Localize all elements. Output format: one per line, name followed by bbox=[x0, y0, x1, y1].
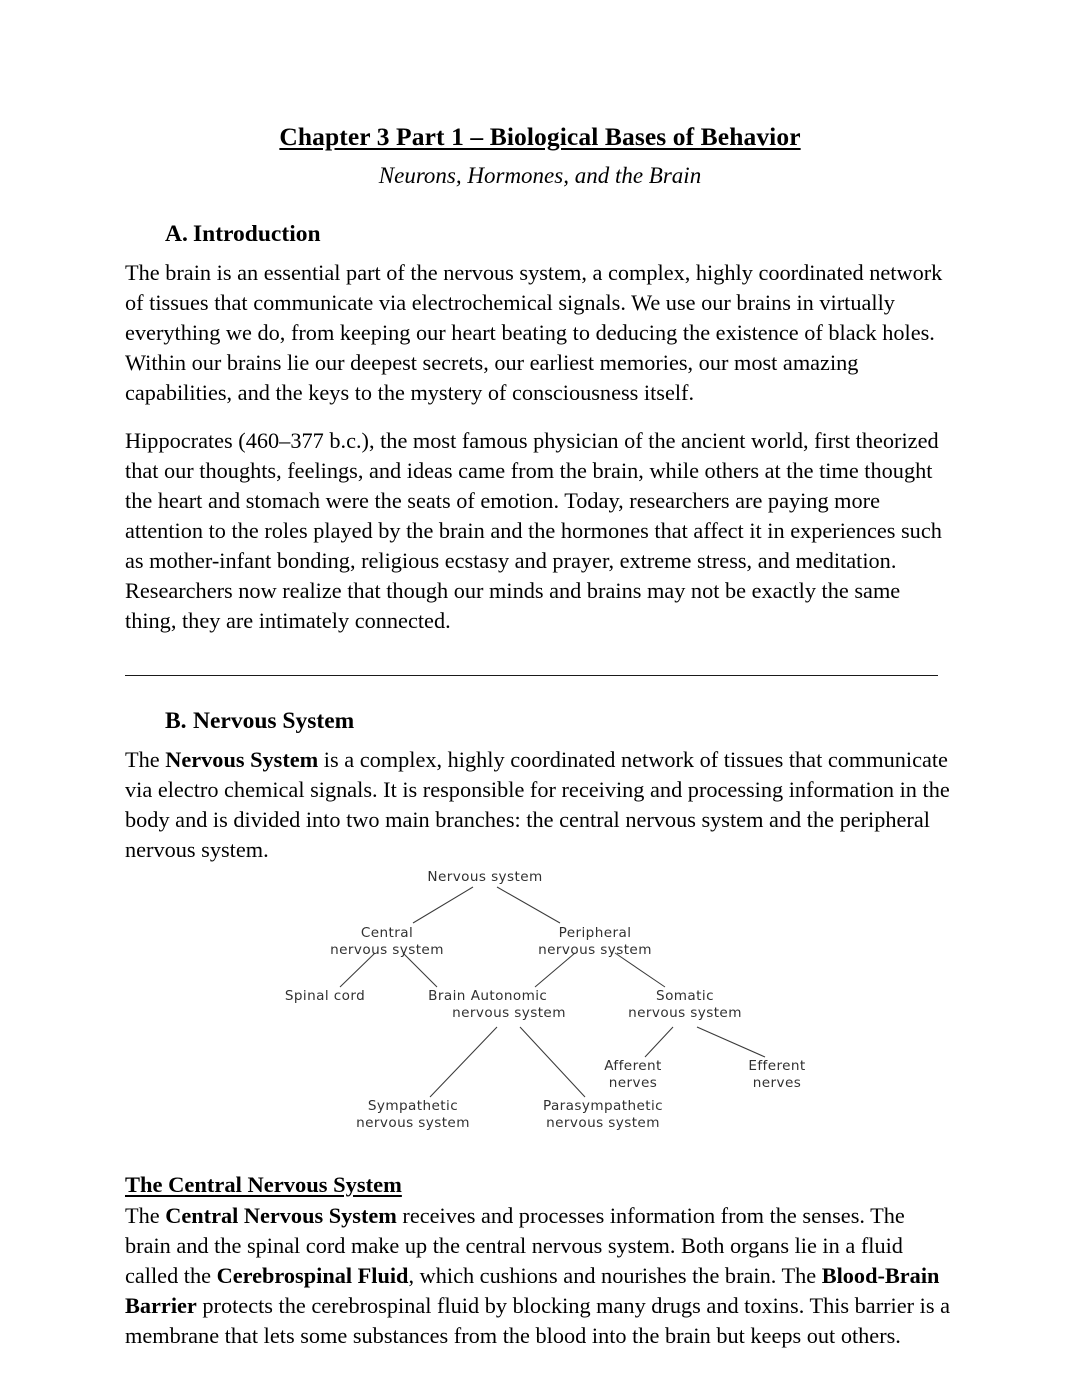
edge-central-to-spinal-cord bbox=[340, 953, 375, 987]
section-label-nervous-system: Nervous System bbox=[193, 708, 355, 735]
diagram-node-parasympathetic-line1: Parasympathetic bbox=[542, 1097, 664, 1114]
cns-bold-term-1: Central Nervous System bbox=[165, 1202, 397, 1228]
nervous-system-diagram bbox=[125, 865, 955, 1147]
section-marker-a: A. bbox=[165, 221, 188, 248]
nervous-system-tree-svg bbox=[125, 865, 955, 1147]
section-heading-nervous-system bbox=[125, 676, 955, 736]
nervous-system-diagram-container bbox=[125, 865, 955, 1153]
page-title-text: Chapter 3 Part 1 – Biological Bases of Behavior bbox=[279, 122, 801, 151]
edge-peripheral-to-somatic bbox=[615, 953, 665, 987]
intro-paragraph-1-text: The brain is an essential part of the nervous system, a complex, highly coordinated network of tissues that communicate via electrochemical signals. We use our brains in virtually everything we do, from keeping our heart beating to deducing the existence of black holes. Within our brains lie our deepest secrets, our earliest memories, our most amazing capabilities, and the keys to the mystery of consciousness itself. bbox=[125, 259, 943, 405]
edge-autonomic-to-sympathetic bbox=[430, 1027, 497, 1097]
cns-text-1: The bbox=[125, 1202, 166, 1228]
diagram-node-central-line1: Central bbox=[360, 924, 414, 941]
edge-somatic-to-afferent bbox=[645, 1027, 673, 1057]
diagram-node-spinal-cord: Spinal cord bbox=[284, 987, 366, 1004]
diagram-node-afferent-line2: nerves bbox=[608, 1074, 658, 1091]
subheading-central-nervous-system: The Central Nervous System bbox=[125, 1171, 402, 1197]
cns-text-4: protects the cerebrospinal fluid by blocking many drugs and toxins. This barrier is a membrane that lets some substances from the blood into the brain but keeps out others. bbox=[125, 1292, 950, 1348]
diagram-node-brain: Brain bbox=[428, 987, 466, 1004]
cns-text-2: receives and processes information from the senses. The brain and the spinal cord make up the central nervous system. Both organs lie in a fluid called the bbox=[125, 1202, 905, 1288]
cns-text-3: , which cushions and nourishes the brain. The bbox=[408, 1262, 822, 1288]
page-title bbox=[125, 0, 955, 153]
diagram-node-peripheral-line2: nervous system bbox=[538, 941, 652, 958]
intro-paragraph-1 bbox=[125, 250, 955, 408]
section-heading-introduction bbox=[125, 189, 955, 249]
edge-central-to-brain bbox=[403, 953, 437, 987]
ns-text-2: is a complex, highly coordinated network of tissues that communicate via electro chemical signals. It is responsible for receiving and processing information in the body and is divided into two main branches: the central nervous system and the peripheral nervous system. bbox=[125, 746, 950, 862]
diagram-node-sympathetic-line1: Sympathetic bbox=[367, 1097, 459, 1114]
section-marker-b: B. bbox=[165, 708, 187, 735]
diagram-node-efferent-line1: Efferent bbox=[748, 1057, 806, 1074]
diagram-node-somatic-line2: nervous system bbox=[628, 1004, 742, 1021]
edge-root-to-central bbox=[413, 887, 473, 923]
intro-paragraph-2 bbox=[125, 407, 955, 636]
diagram-node-afferent-line1: Afferent bbox=[604, 1057, 662, 1074]
diagram-node-peripheral-line1: Peripheral bbox=[558, 924, 632, 941]
cns-bold-term-3: Blood-Brain Barrier bbox=[125, 1262, 940, 1318]
diagram-node-parasympathetic-line2: nervous system bbox=[546, 1114, 660, 1131]
ns-text-1: The bbox=[125, 746, 166, 772]
cns-bold-term-2: Cerebrospinal Fluid bbox=[216, 1262, 409, 1288]
diagram-node-central-line2: nervous system bbox=[330, 941, 444, 958]
diagram-node-sympathetic-line2: nervous system bbox=[356, 1114, 470, 1131]
edge-autonomic-to-parasympathetic bbox=[520, 1027, 585, 1097]
edge-root-to-peripheral bbox=[497, 887, 560, 923]
section-label-introduction: Introduction bbox=[193, 221, 321, 248]
diagram-node-autonomic-line2: nervous system bbox=[452, 1004, 566, 1021]
central-nervous-system-paragraph bbox=[125, 1199, 955, 1351]
diagram-node-nervous-system: Nervous system bbox=[427, 868, 543, 885]
nervous-system-paragraph bbox=[125, 737, 955, 865]
intro-paragraph-2-text: Hippocrates (460–377 b.c.), the most famous physician of the ancient world, first theorized that our thoughts, feelings, and ideas came from the brain, while others at the time thought the heart and stomach were the seats of emotion. Today, researchers are paying more attention to the roles played by the brain and the hormones that affect it in experiences such as mother-infant bonding, religious ecstasy and prayer, extreme stress, and meditation. Researchers now realize that though our minds and brains may not be exactly the same thing, they are intimately connected. bbox=[125, 428, 942, 634]
ns-bold-term-1: Nervous System bbox=[165, 746, 319, 772]
diagram-node-efferent-line2: nerves bbox=[752, 1074, 802, 1091]
diagram-node-somatic-line1: Somatic bbox=[656, 987, 714, 1004]
page-subtitle: Neurons, Hormones, and the Brain bbox=[378, 162, 702, 188]
edge-somatic-to-efferent bbox=[697, 1027, 765, 1057]
edge-peripheral-to-autonomic bbox=[535, 953, 575, 987]
diagram-node-autonomic-line1: Autonomic bbox=[470, 987, 548, 1004]
